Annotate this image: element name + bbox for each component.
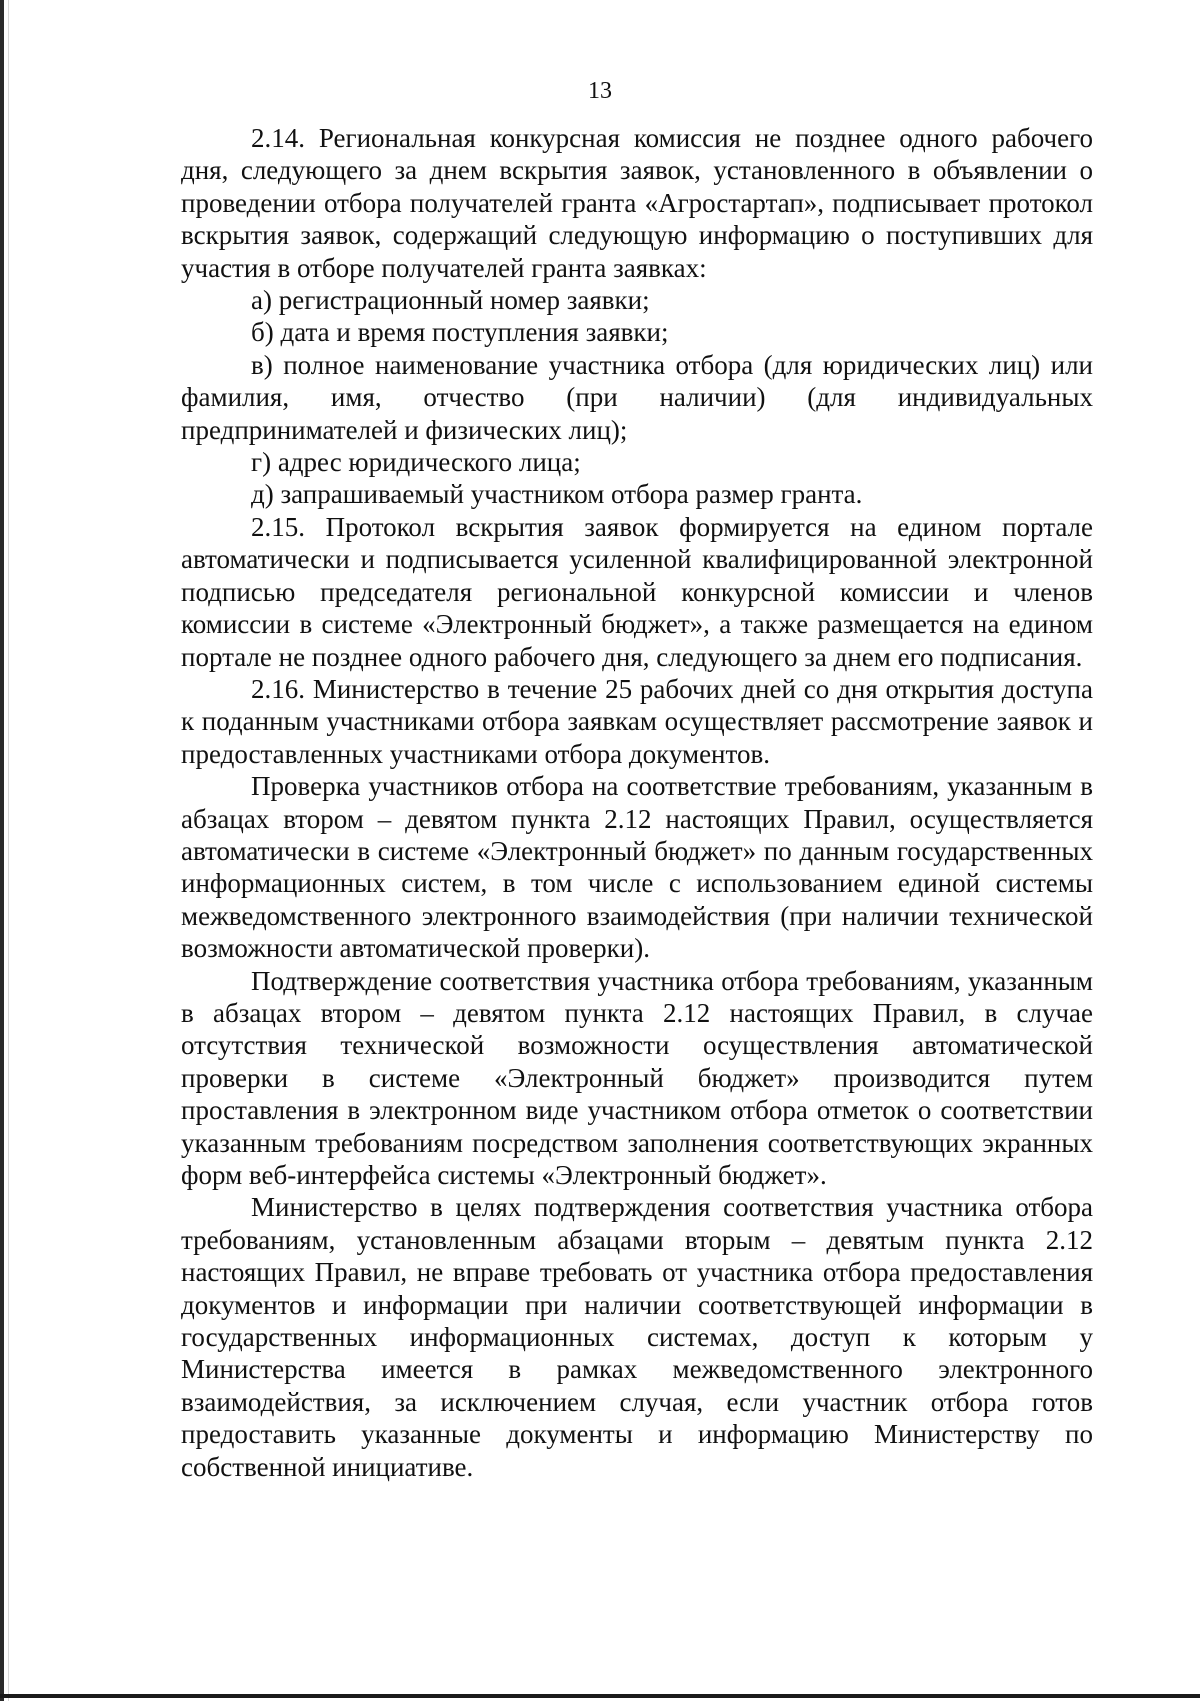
list-item-b: б) дата и время поступления заявки;: [251, 317, 669, 348]
page-number: 13: [588, 78, 612, 104]
paragraph-verification: Проверка участников отбора на соответствие требованиям, указанным в абзацах втором – девятом пункта 2.12 настоящих Правил, осуществляется автоматически в системе «Электронный бюджет» по данным государственных информационных систем, в том числе с использованием единой системы межведомственного электронного взаимодействия (при наличии технической возможности автоматической проверки).: [181, 771, 1093, 964]
paragraph-2-15: 2.15. Протокол вскрытия заявок формируется на едином портале автоматически и подписывается усиленной квалифицированной электронной подписью председателя региональной конкурсной комиссии и членов комиссии в системе «Электронный бюджет», а также размещается на едином портале не позднее одного рабочего дня, следующего за днем его подписания.: [181, 511, 1093, 672]
paragraph-ministry: Министерство в целях подтверждения соответствия участника отбора требованиям, установленным абзацами вторым – девятым пункта 2.12 настоящих Правил, не вправе требовать от участника отбора предоставления документов и информации при наличии соответствующей информации в государственных информационных системах, доступ к которым у Министерства имеется в рамках межведомственного электронного взаимодействия, за исключением случая, если участник отбора готов предоставить указанные документы и информацию Министерству по собственной инициативе.: [181, 1192, 1093, 1482]
paragraph-2-16: 2.16. Министерство в течение 25 рабочих дней со дня открытия доступа к поданным участниками отбора заявкам осуществляет рассмотрение заявок и предоставленных участниками отбора документов.: [181, 673, 1093, 769]
document-body: [181, 122, 1093, 1483]
list-item-v: в) полное наименование участника отбора (для юридических лиц) или фамилия, имя, отчество (при наличии) (для индивидуальных предпринимателей и физических лиц);: [181, 349, 1093, 445]
list-item-d: д) запрашиваемый участником отбора размер гранта.: [251, 479, 863, 510]
paragraph-2-14: 2.14. Региональная конкурсная комиссия не позднее одного рабочего дня, следующего за днем вскрытия заявок, установленного в объявлении о проведении отбора получателей гранта «Агростартап», подписывает протокол вскрытия заявок, содержащий следующую информацию о поступивших для участия в отборе получателей гранта заявках:: [181, 123, 1093, 283]
list-item-g: г) адрес юридического лица;: [251, 447, 581, 478]
list-item-a: а) регистрационный номер заявки;: [251, 285, 650, 316]
paragraph-confirmation: Подтверждение соответствия участника отбора требованиям, указанным в абзацах втором – девятом пункта 2.12 настоящих Правил, в случае отсутствия технической возможности осуществления автоматической проверки в системе «Электронный бюджет» производится путем проставления в электронном виде участником отбора отметок о соответствии указанным требованиям посредством заполнения соответствующих экранных форм веб-интерфейса системы «Электронный бюджет».: [181, 965, 1093, 1190]
